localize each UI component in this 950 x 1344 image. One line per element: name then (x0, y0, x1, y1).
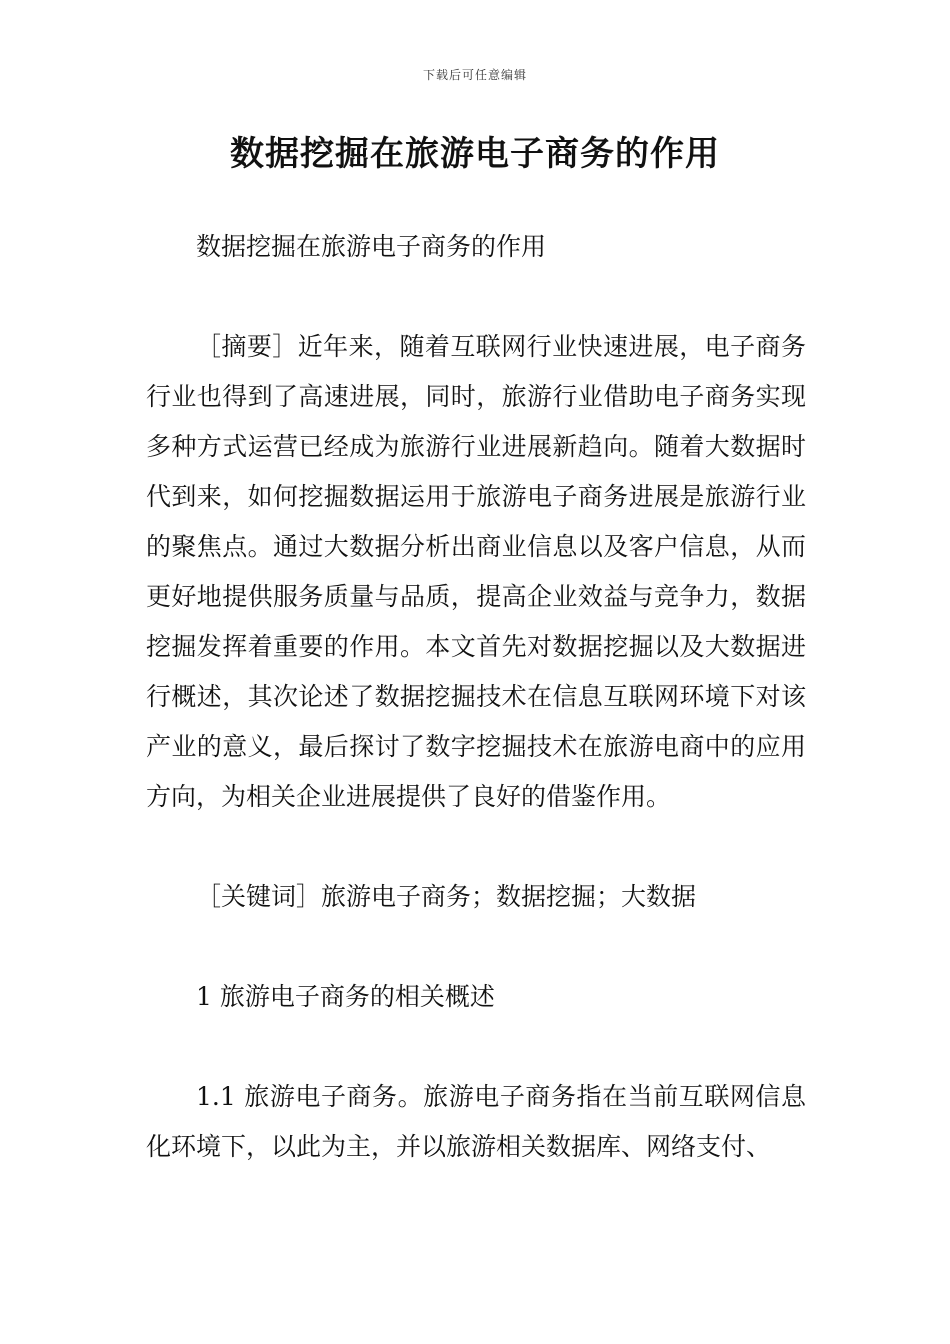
section-paragraph: 1.1 旅游电子商务。旅游电子商务指在当前互联网信息化环境下，以此为主，并以旅游相关数据库、网络支付、 (146, 1082, 806, 1161)
keywords-paragraph: ［关键词］旅游电子商务；数据挖掘；大数据 (196, 882, 697, 911)
document-body (146, 222, 806, 1172)
section-heading: 1 旅游电子商务的相关概述 (196, 982, 495, 1011)
document-title: 数据挖掘在旅游电子商务的作用 (230, 134, 720, 174)
header-note: 下载后可任意编辑 (422, 68, 527, 82)
subtitle-paragraph: 数据挖掘在旅游电子商务的作用 (196, 232, 547, 261)
abstract-paragraph: ［摘要］近年来，随着互联网行业快速进展，电子商务行业也得到了高速进展，同时，旅游行业借助电子商务实现多种方式运营已经成为旅游行业进展新趋向。随着大数据时代到来，如何挖掘数据运用于旅游电子商务进展是旅游行业的聚焦点。通过大数据分析出商业信息以及客户信息，从而更好地提供服务质量与品质，提高企业效益与竞争力，数据挖掘发挥着重要的作用。本文首先对数据挖掘以及大数据进行概述，其次论述了数据挖掘技术在信息互联网环境下对该产业的意义，最后探讨了数字挖掘技术在旅游电商中的应用方向，为相关企业进展提供了良好的借鉴作用。 (146, 332, 806, 811)
